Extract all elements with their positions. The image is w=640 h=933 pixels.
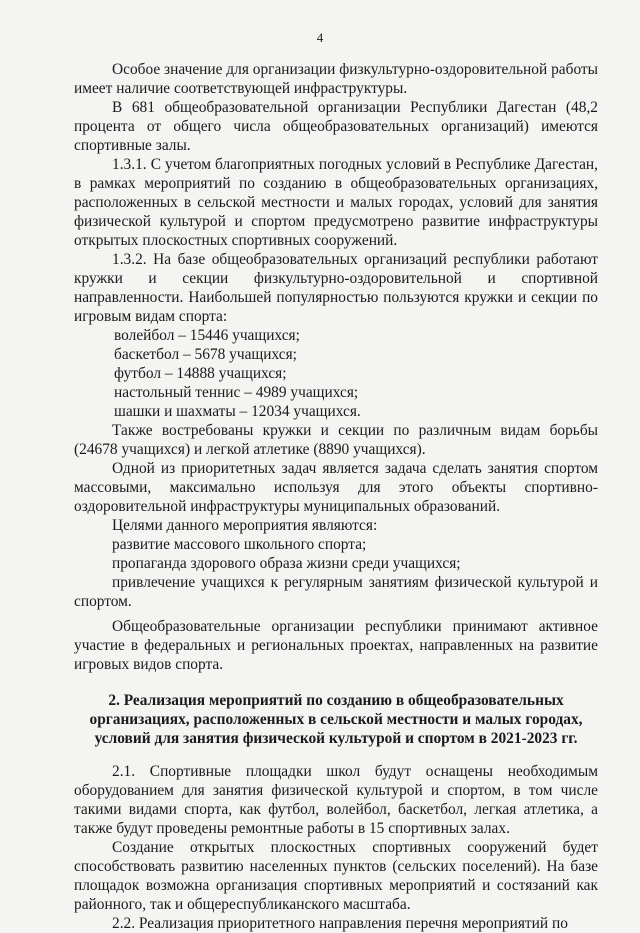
- paragraph-goals-intro: Целями данного мероприятия являются:: [112, 517, 378, 534]
- paragraph-2-2: 2.2. Реализация приоритетного направления перечня мероприятий по: [112, 915, 568, 932]
- document-body: [74, 60, 598, 933]
- list-item: развитие массового школьного спорта;: [112, 536, 367, 553]
- list-item: пропаганда здорового образа жизни среди учащихся;: [112, 555, 461, 572]
- list-item: баскетбол – 5678 учащихся;: [114, 346, 297, 363]
- paragraph-wrestling: Также востребованы кружки и секции по различным видам борьбы (24678 учащихся) и легкой атлетике (8890 учащихся).: [74, 422, 598, 458]
- paragraph-2-1: 2.1. Спортивные площадки школ будут оснащены необходимым оборудованием для занятия физической культурой и спортом, в том числе такими видами спорта, как футбол, волейбол, баскетбол, легкая атлетика, а также будут проведены ремонтные работы в 15 спортивных залах.: [74, 763, 598, 837]
- list-item: шашки и шахматы – 12034 учащихся.: [114, 403, 361, 420]
- paragraph-infrastructure: Особое значение для организации физкультурно-оздоровительной работы имеет наличие соответствующей инфраструктуры.: [74, 61, 598, 97]
- list-item: футбол – 14888 учащихся;: [114, 365, 287, 382]
- paragraph-open-facilities: Создание открытых плоскостных спортивных сооружений будет способствовать развитию населенных пунктов (сельских поселений). На базе площадок возможна организация спортивных мероприятий и состязаний как районного, так и общереспубликанского масштаба.: [74, 839, 598, 913]
- list-item: настольный теннис – 4989 учащихся;: [114, 384, 359, 401]
- paragraph-sport-halls: В 681 общеобразовательной организации Республики Дагестан (48,2 процента от общего числа общеобразовательных организаций) имеются спортивные залы.: [74, 99, 598, 154]
- goals-list: [74, 535, 598, 611]
- paragraph-priority-task: Одной из приоритетных задач является задача сделать занятия спортом массовыми, максимально используя для этого объекты спортивно-оздоровительной инфраструктуры муниципальных образований.: [74, 460, 598, 515]
- page-number: 4: [316, 30, 324, 45]
- paragraph-1-3-1: 1.3.1. С учетом благоприятных погодных условий в Республике Дагестан, в рамках мероприятий по созданию в общеобразовательных организациях, расположенных в сельской местности и малых городах, условий для занятия физической культурой и спортом предусмотрено развитие инфраструктуры открытых плоскостных спортивных сооружений.: [74, 156, 598, 249]
- paragraph-projects: Общеобразовательные организации республики принимают активное участие в федеральных и региональных проектах, направленных на развитие игровых видов спорта.: [74, 618, 598, 673]
- section-heading: 2. Реализация мероприятий по созданию в общеобразовательных организациях, расположенных в сельской местности и малых городах, условий для занятия физической культурой и спортом в 2021-2023 гг.: [89, 692, 583, 747]
- list-item: волейбол – 15446 учащихся;: [114, 327, 300, 344]
- sports-list: [74, 326, 598, 421]
- paragraph-1-3-2: 1.3.2. На базе общеобразовательных организаций республики работают кружки и секции физкультурно-оздоровительной и спортивной направленности. Наибольшей популярностью пользуются кружки и секции по игровым видам спорта:: [74, 251, 598, 325]
- list-item: привлечение учащихся к регулярным занятиям физической культурой и спортом.: [74, 574, 598, 610]
